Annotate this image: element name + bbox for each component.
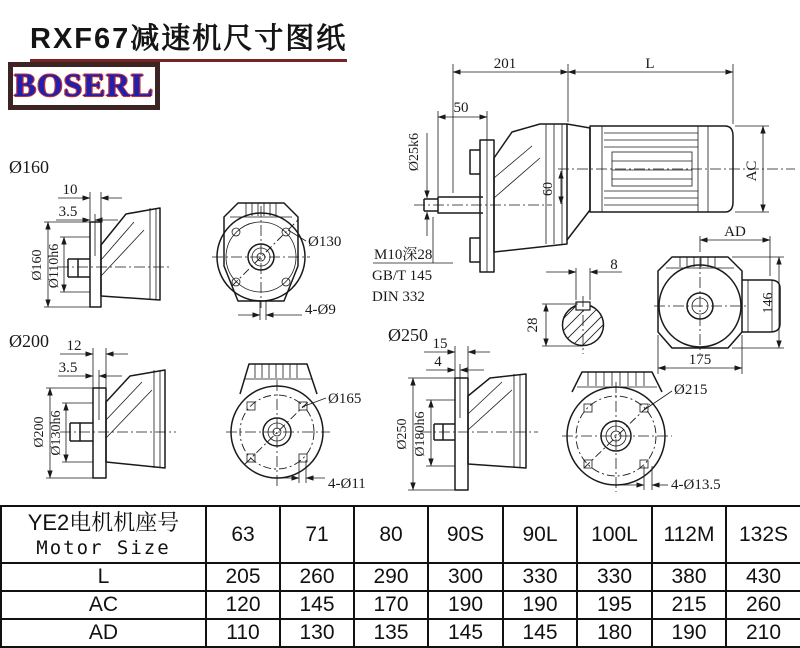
- flange-160-side-view: [9, 157, 172, 307]
- cell: 430: [726, 563, 800, 591]
- key-dim-28: 28: [525, 317, 541, 333]
- table-header-cn: YE2电机机座号: [27, 509, 180, 535]
- column-header: 90L: [503, 506, 577, 563]
- flange-200-side-view: [9, 331, 176, 478]
- column-header: 90S: [428, 506, 503, 563]
- front215-dim-holes: 4-Ø13.5: [671, 477, 721, 493]
- dim-AD: AD: [724, 224, 746, 240]
- flange250-title: Ø250: [388, 325, 428, 345]
- flange250-dim-15: 15: [432, 336, 448, 352]
- cell: 120: [206, 591, 280, 619]
- cell: 205: [206, 563, 280, 591]
- flange-250-side-view: [388, 325, 538, 490]
- cell: 260: [280, 563, 354, 591]
- column-header: 71: [280, 506, 354, 563]
- table-header-en: Motor Size: [36, 536, 171, 559]
- flange160-dim-od: Ø160: [30, 249, 45, 281]
- cell: 190: [503, 591, 577, 619]
- row-label: AC: [1, 591, 206, 619]
- page-title: RXF67减速机尺寸图纸: [30, 16, 347, 62]
- dim-201: 201: [493, 56, 517, 72]
- cell: 260: [726, 591, 800, 619]
- dim-60: 60: [541, 182, 556, 196]
- motor-size-table: [0, 505, 800, 648]
- cell: 300: [428, 563, 503, 591]
- flange250-dim-spigot: Ø180h6: [413, 411, 428, 457]
- flange160-dim-10: 10: [62, 182, 78, 198]
- column-header: 63: [206, 506, 280, 563]
- row-label: AD: [1, 619, 206, 647]
- cell: 170: [354, 591, 428, 619]
- dim-shaft-diameter: Ø25k6: [407, 132, 422, 172]
- table-row-L: [1, 563, 800, 591]
- front-view-165: [226, 364, 366, 492]
- dim-50: 50: [453, 100, 469, 116]
- cell: 180: [577, 619, 652, 647]
- cell: 290: [354, 563, 428, 591]
- flange200-dim-spigot: Ø130h6: [49, 410, 64, 456]
- shaft-key-section: [525, 257, 622, 354]
- flange160-dim-spigot: Ø110h6: [47, 243, 62, 289]
- cell: 210: [726, 619, 800, 647]
- table-header-motor-size: [1, 506, 206, 563]
- thread-note-line3: DIN 332: [372, 289, 425, 305]
- cell: 330: [577, 563, 652, 591]
- front165-dim-holes: 4-Ø11: [328, 476, 366, 492]
- table-header-row: [1, 506, 800, 563]
- thread-note-line2: GB/T 145: [372, 268, 433, 284]
- thread-note-line1: M10深28: [374, 247, 433, 263]
- cell: 190: [652, 619, 726, 647]
- front-view-215: [562, 372, 721, 493]
- cell: 190: [428, 591, 503, 619]
- row-label: L: [1, 563, 206, 591]
- flange200-dim-12: 12: [66, 338, 82, 354]
- brand-logo-text: BOSERL: [14, 67, 154, 104]
- flange250-dim-4: 4: [434, 354, 442, 370]
- flange250-dim-od: Ø250: [395, 418, 410, 450]
- cell: 380: [652, 563, 726, 591]
- flange200-dim-3-5: 3.5: [58, 360, 78, 376]
- column-header: 132S: [726, 506, 800, 563]
- cell: 330: [503, 563, 577, 591]
- cell: 195: [577, 591, 652, 619]
- table-row-AD: [1, 619, 800, 647]
- front130-dim-holes: 4-Ø9: [305, 302, 336, 318]
- cell: 130: [280, 619, 354, 647]
- dim-L: L: [645, 56, 655, 72]
- front-view-130: [212, 203, 341, 320]
- thread-callout: [372, 217, 453, 305]
- cell: 145: [280, 591, 354, 619]
- column-header: 100L: [577, 506, 652, 563]
- cell: 135: [354, 619, 428, 647]
- column-header: 112M: [652, 506, 726, 563]
- flange200-dim-od: Ø200: [32, 416, 47, 448]
- flange160-title: Ø160: [9, 157, 49, 177]
- key-dim-8: 8: [610, 257, 618, 273]
- front215-dim-bolt-circle: Ø215: [674, 382, 708, 398]
- flange160-dim-3-5: 3.5: [58, 204, 78, 220]
- motor-end-view: [654, 224, 784, 374]
- cell: 145: [428, 619, 503, 647]
- cell: 145: [503, 619, 577, 647]
- flange200-title: Ø200: [9, 331, 49, 351]
- cell: 215: [652, 591, 726, 619]
- dim-146: 146: [761, 292, 776, 314]
- front165-dim-bolt-circle: Ø165: [328, 391, 362, 407]
- column-header: 80: [354, 506, 428, 563]
- dim-175: 175: [688, 352, 712, 368]
- front130-dim-bolt-circle: Ø130: [308, 234, 342, 250]
- table-row-AC: [1, 591, 800, 619]
- dim-AC: AC: [744, 160, 760, 182]
- cell: 110: [206, 619, 280, 647]
